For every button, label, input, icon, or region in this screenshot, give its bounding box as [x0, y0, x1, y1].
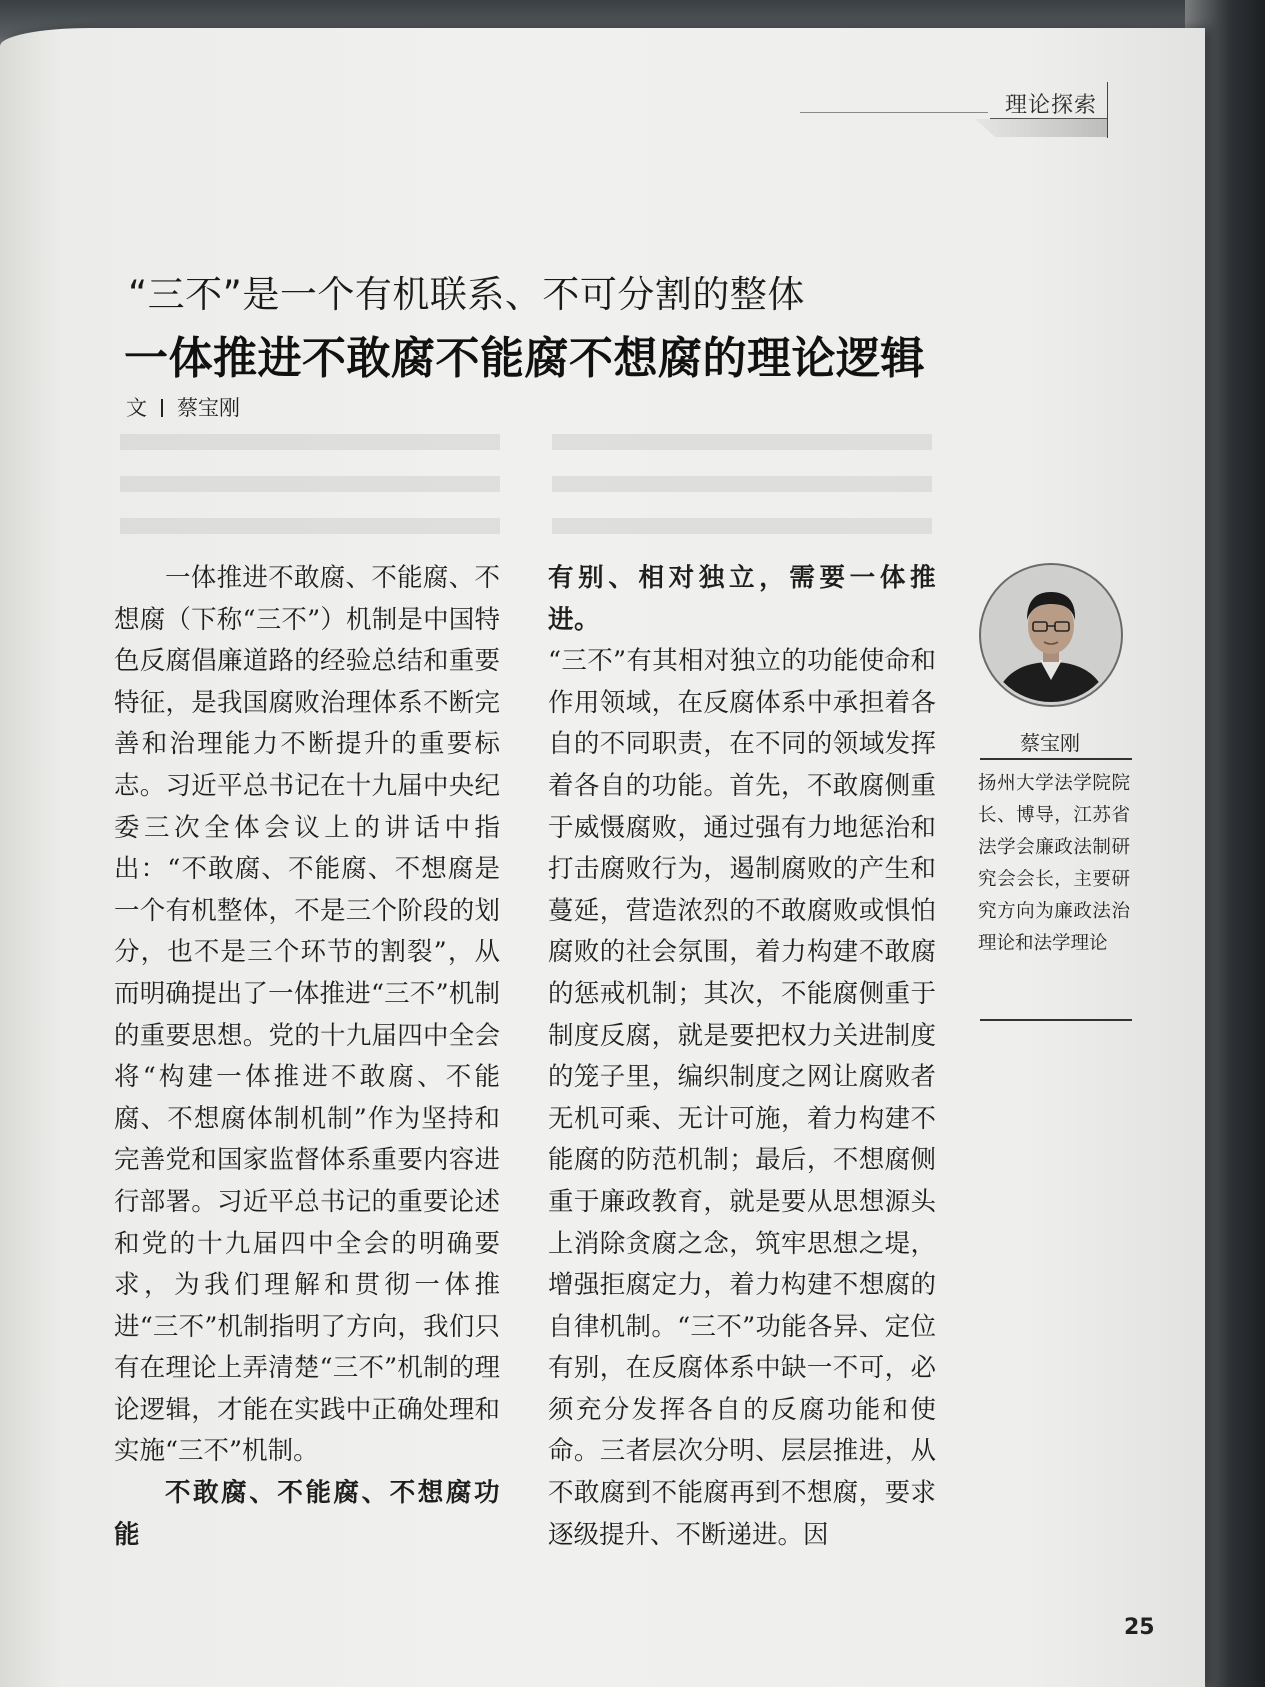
author-portrait-icon: [984, 568, 1118, 702]
bleed-through-block-2: [552, 420, 932, 550]
paragraph-intro: 一体推进不敢腐、不能腐、不想腐（下称“三不”）机制是中国特色反腐倡廉道路的经验总结和重要特征，是我国腐败治理体系不断完善和治理能力不断提升的重要标志。习近平总书记在十九届中央纪委三次全体会议上的讲话中指出：“不敢腐、不能腐、不想腐是一个有机整体，不是三个阶段的划分，也不是三个环节的割裂”，从而明确提出了一体推进“三不”机制的重要思想。党的十九届四中全会将“构建一体推进不敢腐、不能腐、不想腐体制机制”作为坚持和完善党和国家监督体系重要内容进行部署。习近平总书记的重要论述和党的十九届四中全会的明确要求，为我们理解和贯彻一体推进“三不”机制指明了方向，我们只有在理论上弄清楚“三不”机制的理论逻辑，才能在实践中正确处理和实施“三不”机制。: [114, 563, 500, 1467]
byline-prefix: 文: [126, 396, 147, 420]
sidebar-author-name: 蔡宝刚: [1020, 731, 1080, 755]
bio-rule-bottom: [980, 1019, 1132, 1021]
byline-author: 蔡宝刚: [177, 396, 240, 420]
author-bio: 扬州大学法学院院长、博导，江苏省法学会廉政法制研究会会长，主要研究方向为廉政法治理论和法学理论: [978, 773, 1130, 954]
paragraph-functions: “三不”有其相对独立的功能使命和作用领域，在反腐体系中承担着各自的不同职责，在不同的领域发挥着各自的功能。首先，不敢腐侧重于威慑腐败，通过强有力地惩治和打击腐败行为，遏制腐败的产生和蔓延，营造浓烈的不敢腐败或惧怕腐败的社会氛围，着力构建不敢腐的惩戒机制；其次，不能腐侧重于制度反腐，就是要把权力关进制度的笼子里，编织制度之网让腐败者无机可乘、无计可施，着力构建不能腐的防范机制；最后，不想腐侧重于廉政教育，就是要从思想源头上消除贪腐之念，筑牢思想之堤，增强拒腐定力，着力构建不想腐的自律机制。“三不”功能各异、定位有别，在反腐体系中缺一不可，必须充分发挥各自的反腐功能和使命。三者层次分明、层层推进，从不敢腐到不能腐再到不想腐，要求逐级提升、不断递进。因: [548, 646, 936, 1550]
header-wedge: [975, 119, 1108, 137]
column-right: [548, 558, 936, 1556]
header-rule: [800, 112, 988, 113]
bio-rule-top: [980, 758, 1132, 760]
section-lead-part2: 有别、相对独立，需要一体推进。: [548, 563, 936, 635]
byline-separator: [161, 399, 163, 417]
bleed-through-block-1: [120, 420, 500, 550]
article-kicker: “三不”是一个有机联系、不可分割的整体: [128, 273, 805, 316]
header-tick: [1107, 82, 1108, 138]
byline: [126, 392, 240, 422]
column-left: [114, 558, 500, 1556]
section-label: 理论探索: [1005, 93, 1098, 118]
section-lead-part1: 不敢腐、不能腐、不想腐功能: [114, 1478, 500, 1550]
page-number: 25: [1124, 1615, 1155, 1640]
article-title: 一体推进不敢腐不能腐不想腐的理论逻辑: [124, 333, 925, 384]
author-photo: [981, 565, 1121, 705]
